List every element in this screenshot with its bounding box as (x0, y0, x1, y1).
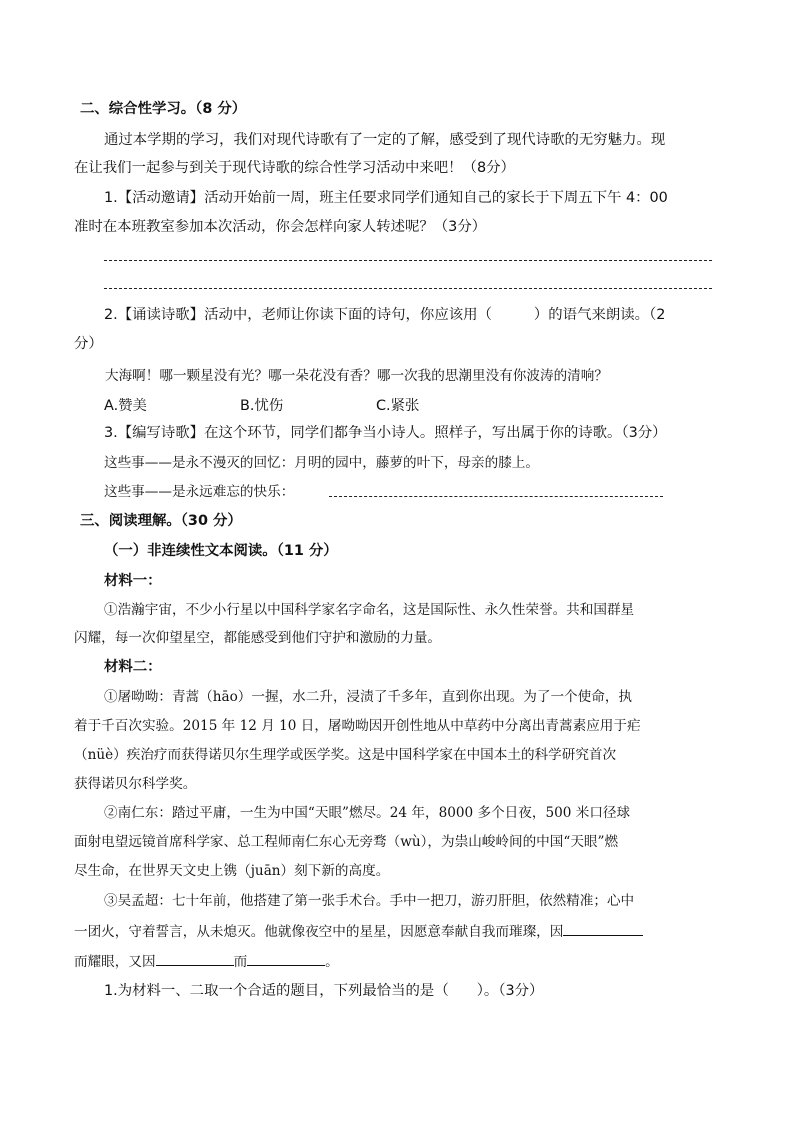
material-2-para2-line2: 面射电望远镜首席科学家、总工程师南仁东心无旁骛（wù），为祟山峻岭间的中国“天眼”燃 (74, 834, 619, 850)
material-2-para3-line3 (74, 951, 339, 972)
answer-line[interactable] (104, 288, 712, 289)
section2-intro-line2: 在让我们一起参与到关于现代诗歌的综合性学习活动中来吧！（8分） (74, 160, 515, 176)
reading-question-1-suffix: ）。（3分） (476, 983, 544, 999)
question-2-prefix: 2.【诵读诗歌】活动中，老师让你读下面的诗句，你应该用（ (104, 307, 492, 323)
reading-question-1-prefix: 1.为材料一、二取一个合适的题目，下列最恰当的是（ (104, 983, 449, 999)
material-1-line1: ①浩瀚宇宙，不少小行星以中国科学家名字命名，这是国际性、永久性荣誉。共和国群星 (104, 602, 635, 618)
material-2-para3-line1: ③吴孟超：七十年前，他搭建了第一张手术台。手中一把刀，游刃肝胆，依然精准；心中 (104, 893, 635, 909)
material-2-title: 材料二： (104, 659, 162, 675)
question-2-suffix: ）的语气来朗读。（2 (533, 307, 666, 323)
material-2-para1-line1: ①屠呦呦：青蒿（hāo）一握，水二升，浸渍了千多年，直到你出现。为了一个使命，执 (104, 689, 633, 705)
material-2-para3-part-b: 而 (233, 954, 248, 970)
reading-question-1 (104, 981, 543, 1001)
fill-blank[interactable] (156, 951, 234, 966)
answer-line[interactable] (104, 260, 712, 261)
option-b[interactable]: B.忧伤 (240, 398, 284, 414)
option-c[interactable]: C.紧张 (376, 398, 420, 414)
material-1-title: 材料一： (104, 573, 162, 589)
question-2-poem: 大海啊！哪一颗星没有光？哪一朵花没有香？哪一次我的思潮里没有你波涛的清响？ (105, 368, 608, 384)
answer-line[interactable] (329, 496, 663, 497)
material-2-para2-line3: 尽生命，在世界天文史上镌（juān）刻下新的高度。 (74, 863, 390, 879)
option-a[interactable]: A.赞美 (104, 398, 147, 414)
fill-blank[interactable] (563, 921, 643, 936)
question-1-line2: 准时在本班教室参加本次活动，你会怎样向家人转述呢？（3分） (74, 219, 487, 235)
material-2-para3-text: 一团火，守着誓言，从未熄灭。他就像夜空中的星星，因愿意奉献自我而璀璨，因 (74, 924, 564, 940)
material-2-para3-part-c: 。 (325, 954, 339, 970)
section2-heading: 二、综合性学习。（8 分） (80, 101, 247, 117)
question-1-line1: 1.【活动邀请】活动开始前一周，班主任要求同学们通知自己的家长于下周五下午 4：00 (104, 190, 668, 206)
material-2-para3-part-a: 而耀眼，又因 (74, 954, 156, 970)
section2-intro-line1: 通过本学期的学习，我们对现代诗歌有了一定的了解，感受到了现代诗歌的无穷魅力。现 (104, 132, 666, 148)
section3-heading: 三、阅读理解。（30 分） (80, 513, 242, 529)
question-2-line1 (104, 305, 665, 325)
question-2-line2: 分） (74, 336, 103, 352)
material-2-para1-line4: 获得诺贝尔科学奖。 (74, 776, 197, 792)
question-3-example: 这些事——是永不漫灭的回忆：月明的园中，藤萝的叶下，母亲的膝上。 (104, 455, 539, 471)
question-3-prompt: 这些事——是永远难忘的快乐： (104, 484, 295, 500)
material-2-para1-line2: 着于千百次实验。2015 年 12 月 10 日，屠呦呦因开创性地从中草药中分离出青蒿素应用于疟 (74, 718, 641, 734)
material-2-para3-line2 (74, 921, 643, 942)
fill-blank[interactable] (247, 951, 325, 966)
question-3-line1: 3.【编写诗歌】在这个环节，同学们都争当小诗人。照样子，写出属于你的诗歌。（3分） (104, 425, 667, 441)
material-2-para2-line1: ②南仁东：踏过平庸，一生为中国“天眼”燃尽。24 年，8000 多个日夜，500 米口径球 (104, 805, 631, 821)
material-2-para1-line3: （nüè）疾治疗而获得诺贝尔生理学或医学奖。这是中国科学家在中国本土的科学研究首次 (74, 747, 617, 763)
material-1-line2: 闪耀，每一次仰望星空，都能感受到他们守护和激励的力量。 (74, 630, 442, 646)
subsection-1-heading: （一）非连续性文本阅读。（11 分） (104, 543, 338, 559)
